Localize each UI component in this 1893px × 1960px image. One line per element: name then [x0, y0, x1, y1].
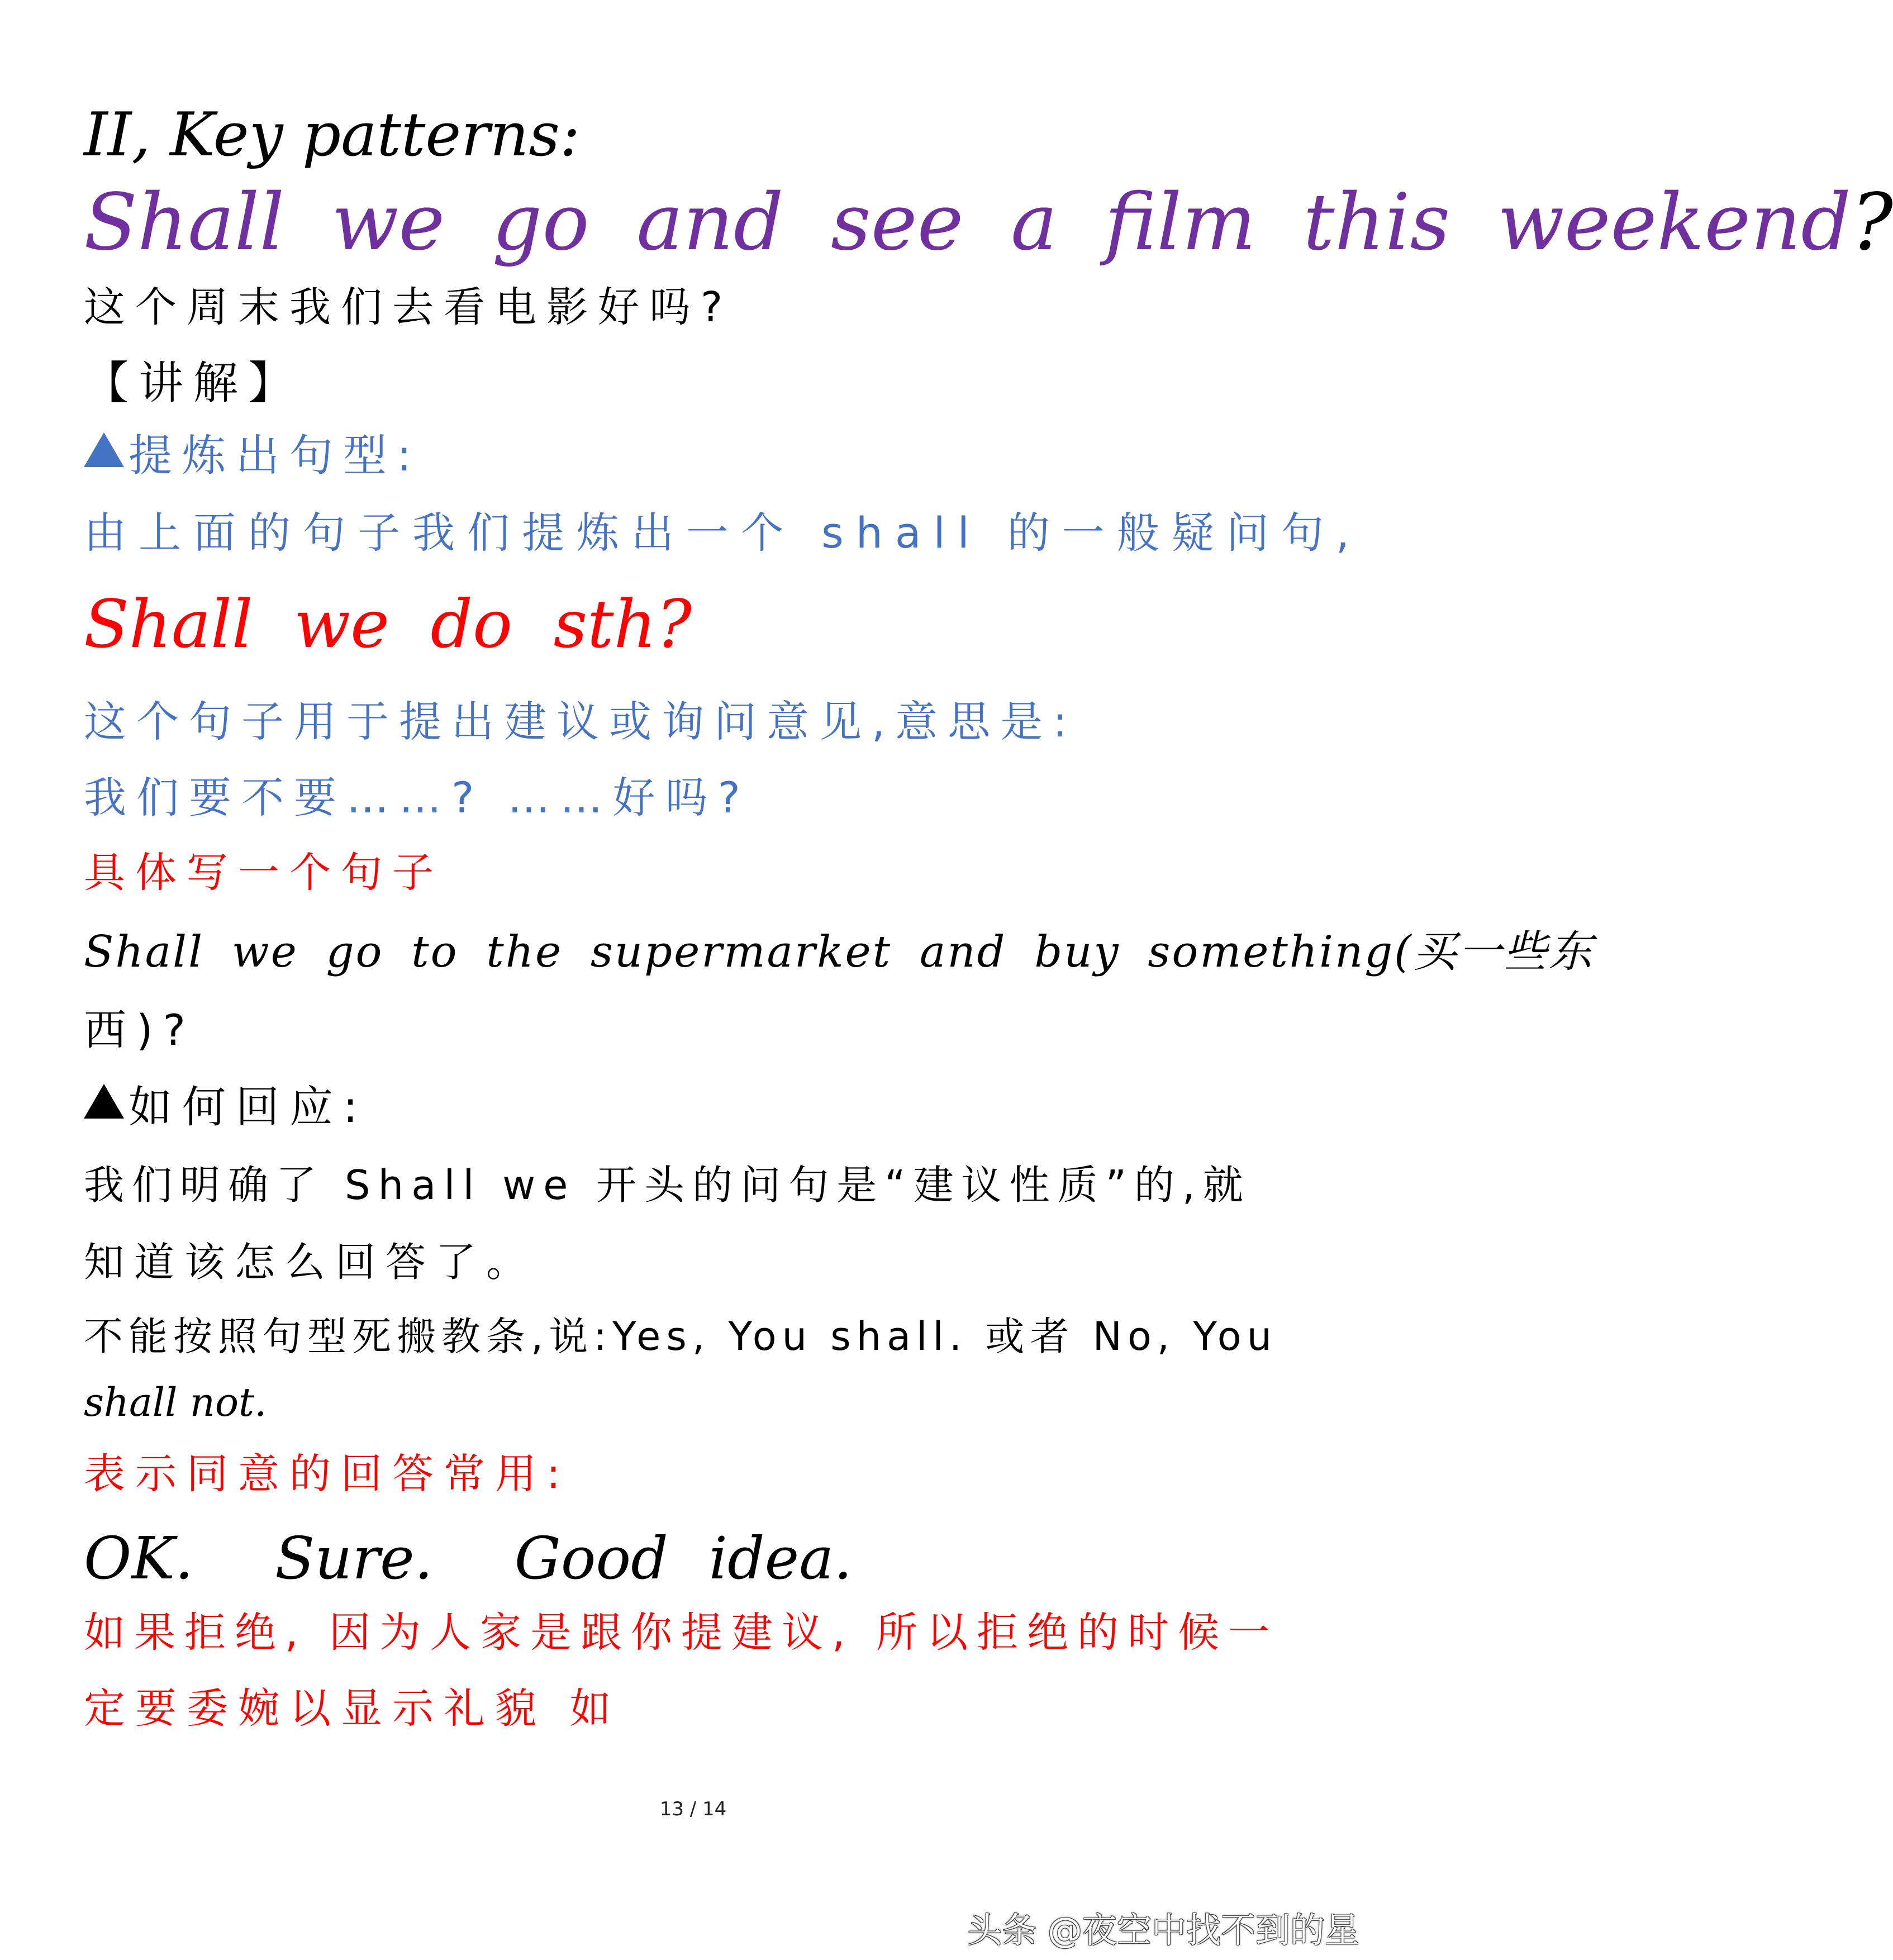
explanation-label: 【讲解】	[84, 357, 303, 409]
sentence-pattern: Shall we do sth?	[84, 586, 692, 663]
section1-title-text: 提炼出句型:	[129, 431, 422, 481]
example-label: 具体写一个句子	[84, 849, 444, 897]
section2-title-text: 如何回应:	[129, 1082, 368, 1133]
agree-label: 表示同意的回答常用:	[84, 1450, 570, 1498]
example-sentence-line2: 西)?	[84, 1005, 196, 1055]
section1-line1: 由上面的句子我们提炼出一个 shall 的一般疑问句,	[84, 508, 1362, 558]
section2-para1-line2: 知道该怎么回答了。	[84, 1239, 537, 1286]
example-sentence-line1: Shall we go to the supermarket and buy something(买一些东	[84, 927, 1594, 977]
chinese-translation: 这个周末我们去看电影好吗?	[84, 283, 733, 331]
watermark: 头条 @夜空中找不到的星	[967, 1910, 1359, 1951]
agree-answers: OK. Sure. Good idea.	[84, 1524, 853, 1592]
section1-title	[84, 431, 421, 482]
section1-line3: 我们要不要……? ……好吗?	[84, 773, 750, 822]
triangle-bullet-icon	[84, 1084, 124, 1119]
refuse-line1: 如果拒绝, 因为人家是跟你提建议, 所以拒绝的时候一	[84, 1609, 1279, 1657]
section2-title	[84, 1083, 368, 1133]
triangle-bullet-icon	[84, 432, 124, 467]
section1-line2: 这个句子用于提出建议或询问意见,意思是:	[84, 697, 1077, 746]
key-sentence	[84, 178, 1893, 268]
section-heading: II, Key patterns:	[84, 100, 581, 170]
refuse-line2: 定要委婉以显示礼貌 如	[84, 1685, 621, 1733]
section2-para2-line2: shall not.	[84, 1379, 267, 1425]
section2-para2-line1: 不能按照句型死搬教条,说:Yes, You shall. 或者 No, You	[84, 1314, 1277, 1359]
key-sentence-text: Shall we go and see a film this weekend	[84, 177, 1851, 268]
key-sentence-question-mark: ?	[1851, 177, 1893, 268]
section2-para1-line1: 我们明确了 Shall we 开头的问句是“建议性质”的,就	[84, 1162, 1251, 1209]
page-number: 13 / 14	[659, 1798, 727, 1820]
